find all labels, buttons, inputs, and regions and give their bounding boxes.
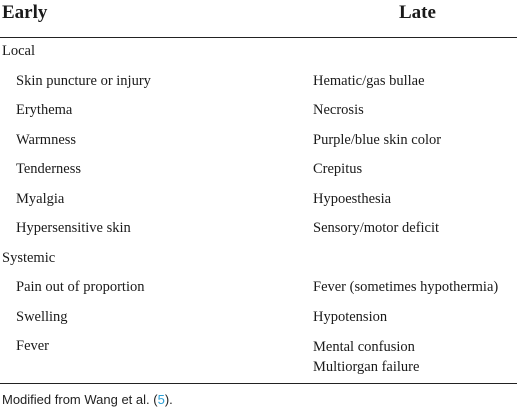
late-cell-line: Multiorgan failure (313, 359, 420, 375)
early-cell: Skin puncture or injury (16, 72, 151, 89)
late-cell-line: Mental confusion (313, 339, 415, 355)
reference-link[interactable]: 5 (157, 392, 165, 407)
header-late: Late (399, 2, 436, 23)
late-cell: Sensory/motor deficit (313, 220, 440, 236)
footnote-prefix: Modified from Wang et al. ( (2, 392, 158, 407)
late-cell: Fever (sometimes hypothermia) (313, 279, 499, 295)
early-cell: Hypersensitive skin (16, 220, 131, 236)
table-row (0, 333, 517, 381)
table-row (0, 215, 517, 245)
early-cell: Fever (16, 338, 50, 354)
table-header-row (0, 0, 517, 38)
table-row (0, 68, 517, 98)
section-label: Systemic (2, 249, 56, 266)
section-label: Local (2, 43, 36, 59)
table-footnote (2, 392, 173, 408)
section-row-local (0, 38, 517, 68)
table-row (0, 127, 517, 157)
early-cell: Erythema (16, 102, 73, 118)
table-row (0, 156, 517, 186)
early-cell: Tenderness (16, 161, 82, 177)
table-row (0, 274, 517, 304)
late-cell: Hematic/gas bullae (313, 72, 425, 89)
table-row (0, 97, 517, 127)
footnote-suffix: ). (164, 392, 173, 407)
section-row-systemic (0, 245, 517, 275)
table-row (0, 304, 517, 334)
header-early: Early (2, 2, 48, 23)
late-cell (313, 337, 419, 377)
late-cell: Crepitus (313, 161, 363, 177)
early-cell: Myalgia (16, 190, 65, 207)
table-row (0, 186, 517, 216)
early-cell: Swelling (16, 308, 68, 325)
late-cell: Purple/blue skin color (313, 131, 442, 148)
early-cell: Warmness (16, 131, 77, 148)
early-cell: Pain out of proportion (16, 279, 145, 295)
late-cell: Necrosis (313, 102, 364, 118)
late-cell: Hypotension (313, 308, 388, 325)
bottom-rule (0, 383, 517, 384)
late-cell: Hypoesthesia (313, 190, 392, 207)
